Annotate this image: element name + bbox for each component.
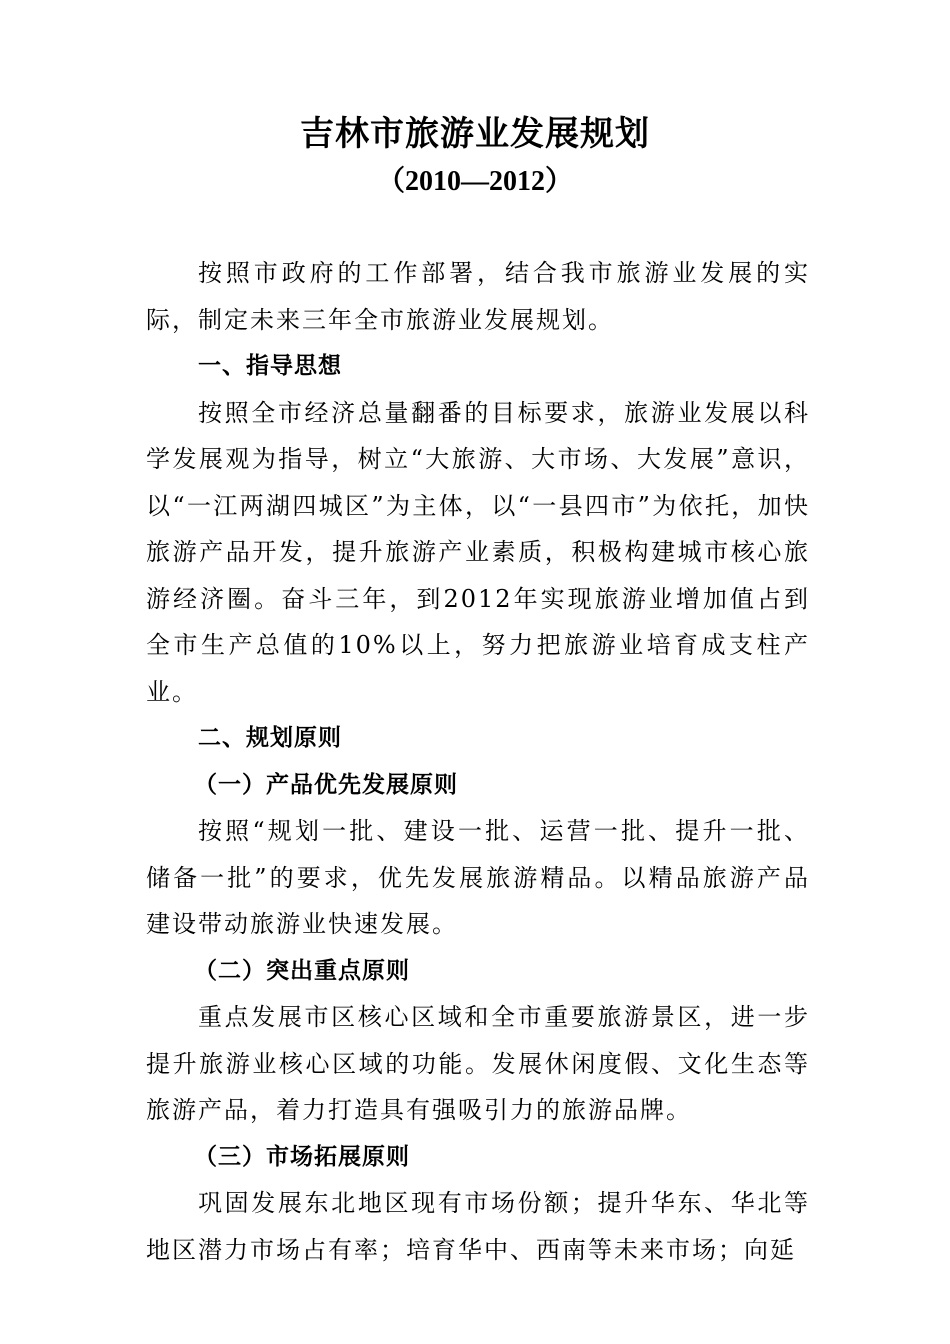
section-heading-planning-principles: 二、规划原则 xyxy=(198,725,342,751)
document-subtitle: （2010—2012） xyxy=(376,166,573,197)
subsection-paragraph-market-expansion: 巩固发展东北地区现有市场份额；提升华东、华北等地区潜力市场占有率；培育华中、西南等未来市场；向延 xyxy=(146,1189,810,1264)
document-title: 吉林市旅游业发展规划 xyxy=(300,114,650,154)
subsection-paragraph-key-focus: 重点发展市区核心区域和全市重要旅游景区，进一步提升旅游业核心区域的功能。发展休闲度假、文化生态等旅游产品，着力打造具有强吸引力的旅游品牌。 xyxy=(146,1003,810,1124)
document-body xyxy=(146,250,810,1273)
subsection-paragraph-product-priority: 按照“规划一批、建设一批、运营一批、提升一批、储备一批”的要求，优先发展旅游精品。以精品旅游产品建设带动旅游业快速发展。 xyxy=(146,817,810,938)
section-paragraph-guiding-ideology: 按照全市经济总量翻番的目标要求，旅游业发展以科学发展观为指导，树立“大旅游、大市场、大发展”意识，以“一江两湖四城区”为主体，以“一县四市”为依托，加快旅游产品开发，提升旅游产业素质，积极构建城市核心旅游经济圈。奋斗三年，到2012年实现旅游业增加值占到全市生产总值的10%以上，努力把旅游业培育成支柱产业。 xyxy=(146,398,810,706)
intro-paragraph: 按照市政府的工作部署，结合我市旅游业发展的实际，制定未来三年全市旅游业发展规划。 xyxy=(146,259,810,334)
section-heading-guiding-ideology: 一、指导思想 xyxy=(198,353,342,379)
subsection-heading-product-priority: （一）产品优先发展原则 xyxy=(194,771,458,798)
subsection-heading-key-focus: （二）突出重点原则 xyxy=(194,957,410,984)
subsection-heading-market-expansion: （三）市场拓展原则 xyxy=(194,1143,410,1170)
